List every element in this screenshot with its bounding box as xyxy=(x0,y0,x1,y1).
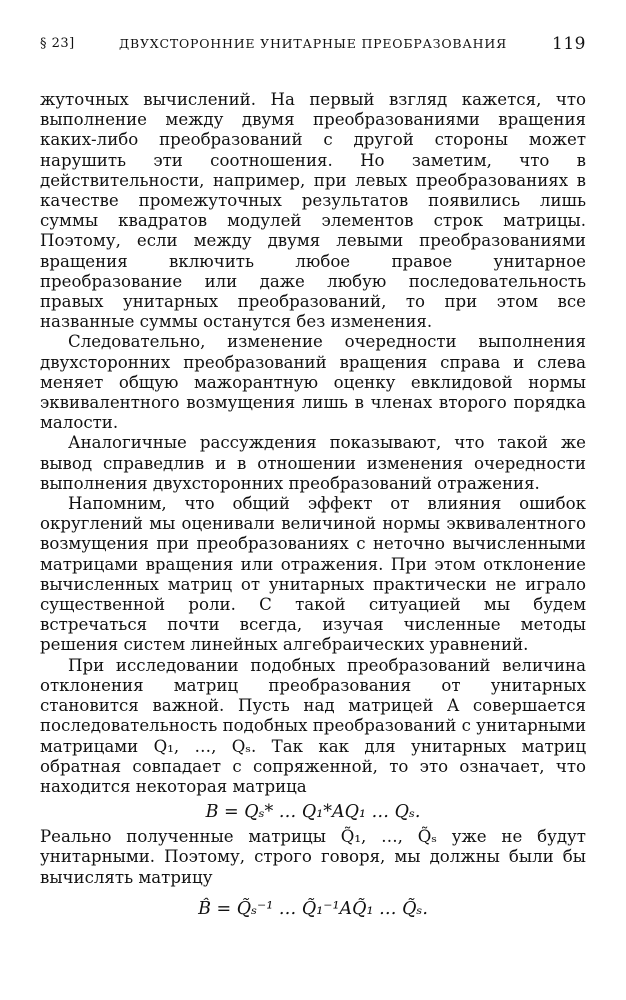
running-title: ДВУХСТОРОННИЕ УНИТАРНЫЕ ПРЕОБРАЗОВАНИЯ xyxy=(119,36,507,51)
formula: B̂ = Q̃ₛ⁻¹ … Q̃₁⁻¹AQ̃₁ … Q̃ₛ. xyxy=(198,898,428,919)
page-number: 119 xyxy=(552,34,586,54)
paragraph: При исследовании подобных преобразований величина отклонения матриц преобразования от унитарных становится важной. Пусть над матрицей A совершается последовательность подобных преобразований с унитарными матрицами Q₁, …, Qₛ. Так как для унитарных матриц обратная совпадает с сопряженной, то это означает, что находится некоторая матрица xyxy=(40,655,586,796)
paragraph: жуточных вычислений. На первый взгляд кажется, что выполнение между двумя преобразованиями вращения каких-либо преобразований с другой стороны может нарушить эти соотношения. Но заметим, что в действительности, например, при левых преобразованиях в качестве промежуточных результатов появились лишь суммы квадратов модулей элементов строк матрицы. Поэтому, если между двумя левыми преобразованиями вращения включить любое правое унитарное преобразование или даже любую последовательность правых унитарных преобразований, то при этом все названные суммы останутся без изменения. xyxy=(40,90,586,332)
formula: B = Qₛ* … Q₁*AQ₁ … Qₛ. xyxy=(205,802,421,823)
section-ref: § 23] xyxy=(40,36,75,51)
running-header xyxy=(40,36,586,62)
paragraph: Напомним, что общий эффект от влияния ошибок округлений мы оценивали величиной нормы эквивалентного возмущения при преобразованиях с неточно вычисленными матрицами вращения или отражения. При этом отклонение вычисленных матриц от унитарных практически не играло существенной роли. С такой ситуацией мы будем встречаться почти всегда, изучая численные методы решения систем линейных алгебраических уравнений. xyxy=(40,494,586,655)
page-body xyxy=(40,90,586,922)
paragraph: Реально полученные матрицы Q̃₁, …, Q̃ₛ уже не будут унитарными. Поэтому, строго говоря, мы должны были бы вычислять матрицу xyxy=(40,827,586,887)
paragraph: Аналогичные рассуждения показывают, что такой же вывод справедлив и в отношении изменения очередности выполнения двухсторонних преобразований отражения. xyxy=(40,433,586,493)
paragraph: Следовательно, изменение очередности выполнения двухсторонних преобразований вращения справа и слева меняет общую мажорантную оценку евклидовой нормы эквивалентного возмущения лишь в членах второго порядка малости. xyxy=(40,332,586,433)
